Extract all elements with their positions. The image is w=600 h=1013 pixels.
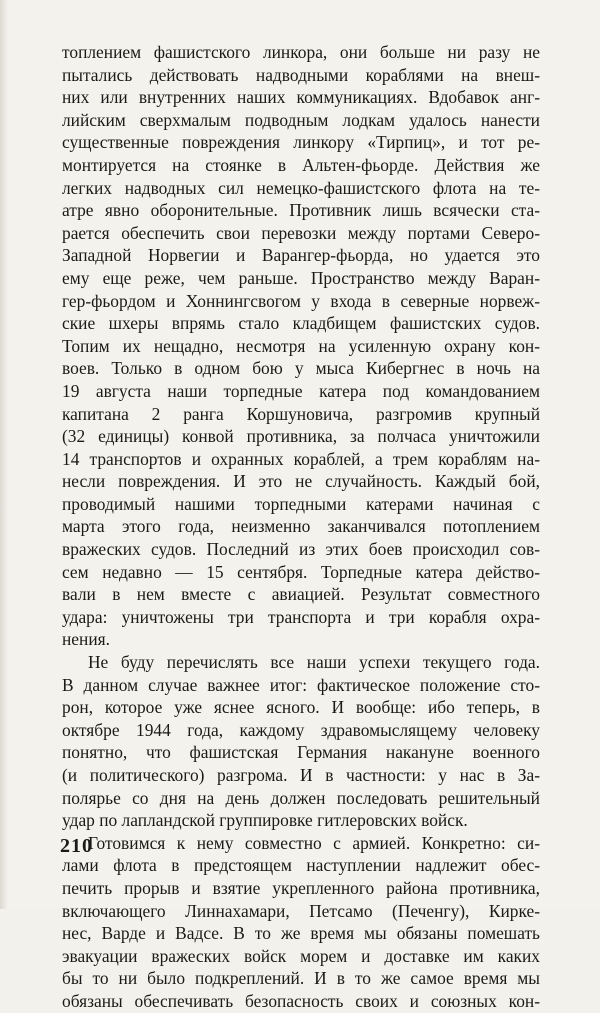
text-line: Готовимся к нему совместно с армией. Конкретно: си- bbox=[88, 832, 540, 853]
text-line: лами флота в предстоящем наступлении надлежит обес- bbox=[62, 855, 540, 876]
text-line: гер-фьордом и Хоннингсвогом у входа в северные норвеж- bbox=[62, 290, 540, 311]
text-line: несли повреждения. И это не случайность. Каждый бой, bbox=[62, 471, 540, 492]
text-line: нес, Варде и Вадсе. В то же время мы обязаны помешать bbox=[62, 923, 540, 944]
body-text bbox=[62, 41, 540, 1013]
text-line: (32 единицы) конвой противника, за полчаса уничтожили bbox=[62, 426, 540, 447]
text-line: бы то ни было подкреплений. И в то же самое время мы bbox=[62, 968, 540, 989]
text-line: атре явно оборонительные. Противник лишь всячески ста- bbox=[62, 200, 540, 221]
text-line: лийским сверхмалым подводным лодкам удалось нанести bbox=[62, 109, 540, 130]
text-line: полярье со дня на день должен последовать решительный bbox=[62, 787, 540, 808]
text-line: 19 августа наши торпедные катера под командованием bbox=[62, 380, 540, 401]
text-line: вали в нем вместе с авиацией. Результат совместного bbox=[62, 584, 540, 605]
text-line: пытались действовать надводными кораблями на внеш- bbox=[62, 64, 540, 85]
text-line: вражеских судов. Последний из этих боев происходил сов- bbox=[62, 539, 540, 560]
text-line: В данном случае важнее итог: фактическое положение сто- bbox=[62, 674, 540, 695]
text-line: 14 транспортов и охранных кораблей, а трем кораблям на- bbox=[62, 448, 540, 469]
text-line: монтируется на стоянке в Альтен-фьорде. Действия же bbox=[62, 154, 540, 175]
text-line: проводимый нашими торпедными катерами начиная с bbox=[62, 493, 540, 514]
text-line: Не буду перечислять все наши успехи текущего года. bbox=[88, 652, 540, 673]
text-line: рон, которое уже яснее ясного. И вообще: ибо теперь, в bbox=[62, 697, 540, 718]
text-line: Топим их нещадно, несмотря на усиленную охрану кон- bbox=[62, 335, 540, 356]
text-line: топлением фашистского линкора, они больше ни разу не bbox=[62, 42, 540, 62]
text-line: включающего Линнахамари, Петсамо (Печенгу), Кирке- bbox=[62, 900, 540, 921]
text-line: Западной Норвегии и Варангер-фьорда, но удается это bbox=[62, 245, 540, 266]
text-line: существенные повреждения линкору «Тирпиц», и тот ре- bbox=[62, 132, 540, 153]
text-line: печить прорыв и взятие укрепленного района противника, bbox=[62, 877, 540, 898]
text-line: воев. Только в одном бою у мыса Кибергнес в ночь на bbox=[62, 358, 540, 379]
text-line: них или внутренних наших коммуникациях. Вдобавок анг- bbox=[62, 87, 540, 108]
text-line: удар по лапландской группировке гитлеровских войск. bbox=[62, 810, 468, 831]
text-line: марта этого года, неизменно заканчивался потоплением bbox=[62, 516, 540, 537]
text-line: нения. bbox=[62, 629, 110, 650]
page-number: 210 bbox=[60, 835, 93, 857]
text-line: удара: уничтожены три транспорта и три корабля охра- bbox=[62, 606, 540, 627]
text-line: капитана 2 ранга Коршуновича, разгромив крупный bbox=[62, 403, 540, 424]
text-line: легких надводных сил немецко-фашистского флота на те- bbox=[62, 177, 540, 198]
text-line: обязаны обеспечивать безопасность своих и союзных кон- bbox=[62, 990, 540, 1011]
text-line: эвакуации вражеских войск морем и доставке им каких bbox=[62, 945, 540, 966]
text-line: ему еще реже, чем раньше. Пространство между Варан- bbox=[62, 267, 540, 288]
text-line: (и политического) разгрома. И в частности: у нас в За- bbox=[62, 765, 540, 785]
page-edge-shadow bbox=[0, 0, 8, 909]
text-line: октябре 1944 года, каждому здравомыслящему человеку bbox=[62, 719, 540, 740]
text-line: рается обеспечить свои перевозки между портами Северо- bbox=[62, 222, 540, 243]
text-line: понятно, что фашистская Германия накануне военного bbox=[62, 742, 540, 763]
text-line: сем недавно — 15 сентября. Торпедные катера действо- bbox=[62, 561, 540, 582]
text-line: ские шхеры впрямь стало кладбищем фашистских судов. bbox=[62, 313, 540, 334]
